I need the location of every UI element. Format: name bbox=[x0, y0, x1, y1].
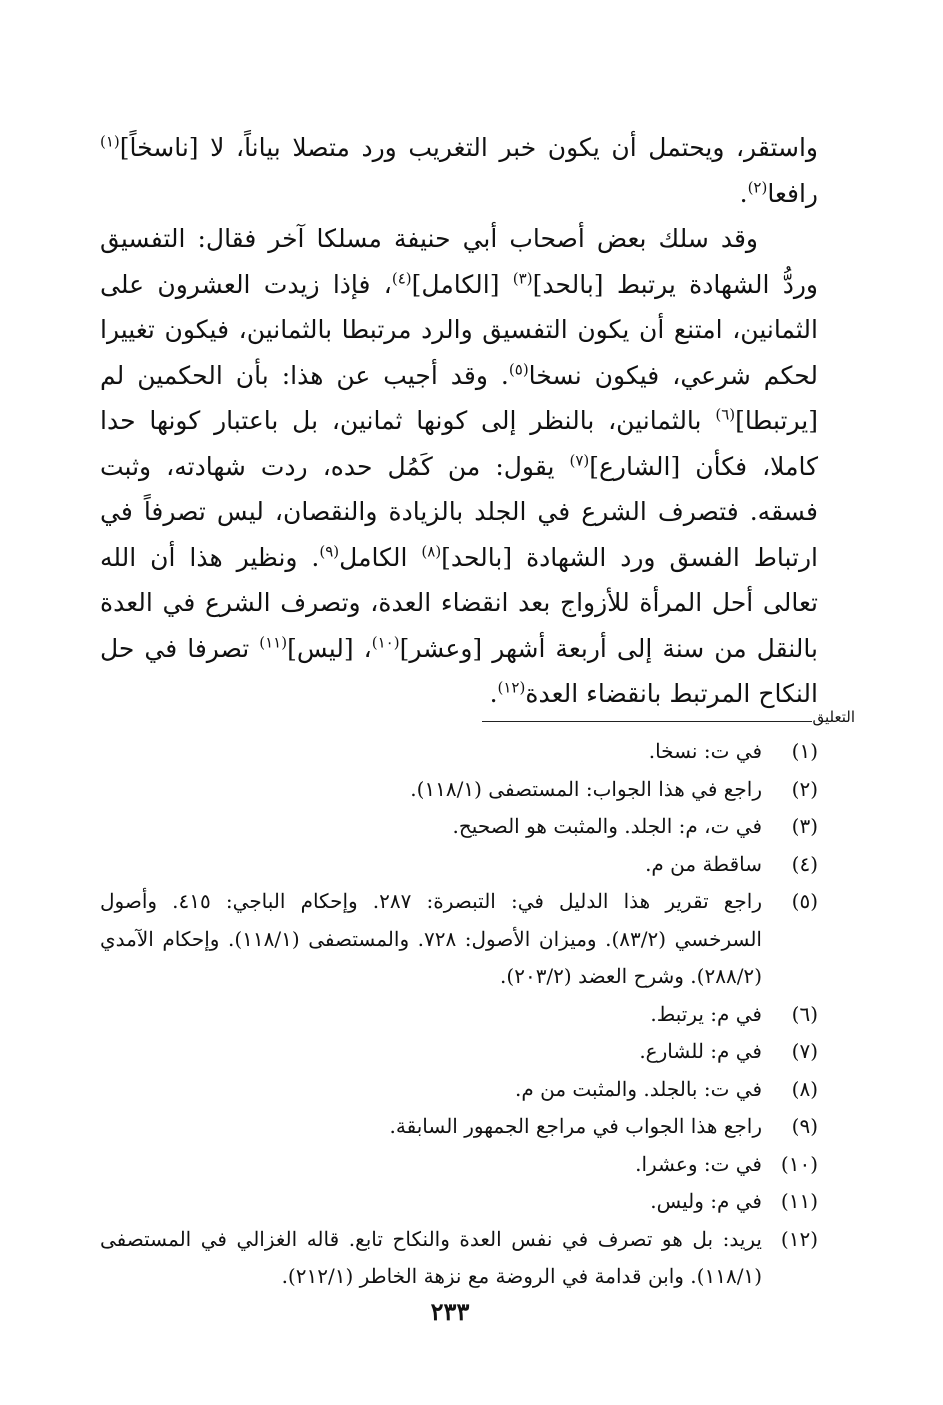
footnote-number: (٢) bbox=[791, 776, 818, 801]
footnote-ref: (٨) bbox=[421, 542, 442, 561]
page-number: ٢٣٣ bbox=[430, 1297, 470, 1326]
footnote-item bbox=[100, 846, 818, 884]
footnote-text: راجع في هذا الجواب: المستصفى (١١٨/١). bbox=[410, 776, 762, 801]
text-segment: [الكامل] bbox=[411, 269, 513, 299]
footnote-number: (١١) bbox=[780, 1189, 818, 1213]
footnote-ref: (٣) bbox=[512, 269, 533, 288]
footnote-text: في ت: بالجلد. والمثبت من م. bbox=[515, 1076, 762, 1101]
text-segment: . bbox=[489, 679, 498, 708]
paragraph bbox=[100, 125, 818, 216]
footnote-text: في م: للشارع. bbox=[639, 1039, 762, 1063]
text-segment: الكامل bbox=[339, 542, 422, 572]
footnote-ref: (٩) bbox=[319, 542, 340, 561]
text-segment: بالثمانين، بالنظر إلى كونها ثمانين، بل باعتبار كونها حدا كاملا، فكأن [الشارع] bbox=[100, 406, 818, 481]
footnotes-list bbox=[100, 733, 818, 1296]
footnote-text: في م: يرتبط. bbox=[650, 1001, 762, 1026]
footnote-ref: (١١) bbox=[259, 633, 288, 652]
footnote-ref: (٤) bbox=[391, 269, 412, 288]
footnote-ref: (١٠) bbox=[371, 633, 400, 652]
footnote-item bbox=[100, 733, 818, 771]
footnote-number: (٧) bbox=[791, 1039, 818, 1063]
text-segment: . وقد أجيب عن هذا: بأن الحكمين لم [يرتبطا] bbox=[100, 360, 818, 435]
footnote-item bbox=[100, 1033, 818, 1071]
text-segment: تصرفا في حل النكاح المرتبط بانقضاء العدة bbox=[100, 633, 818, 708]
footnotes-label: التعليق bbox=[812, 708, 855, 726]
footnote-ref: (١) bbox=[100, 132, 120, 151]
footnote-number: (٩) bbox=[791, 1114, 818, 1138]
text-segment: ، فإذا زيدت العشرون على الثمانين، امتنع أن يكون التفسيق والرد مرتبطا بالثمانين، فيكون تغييرا لحكم شرعي، فيكون نسخا bbox=[100, 269, 819, 390]
footnote-number: (٨) bbox=[791, 1076, 818, 1101]
footnote-ref: (٢) bbox=[747, 178, 768, 197]
footnote-item bbox=[100, 1108, 818, 1146]
footnote-text: في م: وليس. bbox=[650, 1189, 762, 1213]
footnote-text: راجع تقرير هذا الدليل في: التبصرة: ٢٨٧. وإحكام الباجي: ٤١٥. وأصول السرخسي (٨٣/٢). وميزان الأصول: ٧٢٨. والمستصفى (١١٨/١). وإحكام الآمدي (٢٨٨/٢). وشرح العضد (٢٠٣/٢). bbox=[100, 889, 762, 988]
footnote-text: ساقطة من م. bbox=[645, 851, 762, 876]
footnote-number: (٥) bbox=[791, 889, 818, 913]
footnote-text: راجع هذا الجواب في مراجع الجمهور السابقة. bbox=[389, 1114, 762, 1138]
footnote-text: في ت، م: الجلد. والمثبت هو الصحيح. bbox=[452, 814, 762, 838]
footnote-ref: (٥) bbox=[508, 360, 529, 379]
footnote-number: (٣) bbox=[791, 814, 818, 838]
footnote-number: (١٠) bbox=[780, 1151, 818, 1176]
footnote-item bbox=[100, 1071, 818, 1109]
main-text-body bbox=[100, 125, 818, 717]
footnote-item bbox=[100, 883, 818, 996]
divider-rule bbox=[482, 721, 812, 722]
footnotes-divider bbox=[482, 707, 855, 727]
text-segment: . ونظير هذا أن الله تعالى أحل المرأة للأزواج بعد انقضاء العدة، وتصرف الشرع في العدة بالنقل من سنة إلى أربعة أشهر [وعشر] bbox=[100, 542, 818, 663]
text-segment: ، [ليس] bbox=[287, 633, 372, 663]
text-segment: وقد سلك بعض أصحاب أبي حنيفة مسلكا آخر فقال: التفسيق وردُّ الشهادة يرتبط [بالحد] bbox=[100, 224, 818, 299]
footnote-number: (٤) bbox=[791, 851, 818, 876]
footnote-number: (٦) bbox=[791, 1001, 818, 1026]
text-segment: . bbox=[739, 178, 748, 208]
footnote-text: في ت: نسخا. bbox=[648, 739, 762, 763]
text-segment: واستقر، ويحتمل أن يكون خبر التغريب ورد متصلا بياناً، لا [ناسخاً] bbox=[119, 133, 818, 162]
footnote-item bbox=[100, 808, 818, 846]
paragraph bbox=[100, 216, 818, 717]
footnote-ref: (٦) bbox=[715, 405, 736, 424]
footnote-ref: (٧) bbox=[569, 451, 590, 470]
footnote-text: في ت: وعشرا. bbox=[635, 1151, 762, 1176]
footnote-item bbox=[100, 1183, 818, 1221]
footnote-number: (١٢) bbox=[780, 1226, 818, 1251]
footnote-item bbox=[100, 771, 818, 809]
footnote-text: يريد: بل هو تصرف في نفس العدة والنكاح تابع. قاله الغزالي في المستصفى (١١٨/١). وابن قدامة في الروضة مع نزهة الخاطر (٢١٢/١). bbox=[100, 1226, 762, 1288]
text-segment: يقول: من كَمُل حده، ردت شهادته، وثبت فسقه. فتصرف الشرع في الجلد بالزيادة والنقصان، ليس تصرفاً في ارتباط الفسق ورد الشهادة [بالحد] bbox=[100, 451, 818, 572]
footnote-ref: (١٢) bbox=[497, 678, 526, 697]
footnote-item bbox=[100, 1221, 818, 1296]
footnote-number: (١) bbox=[791, 739, 818, 763]
text-segment: رافعا bbox=[767, 178, 818, 208]
footnote-item bbox=[100, 996, 818, 1034]
footnote-item bbox=[100, 1146, 818, 1184]
